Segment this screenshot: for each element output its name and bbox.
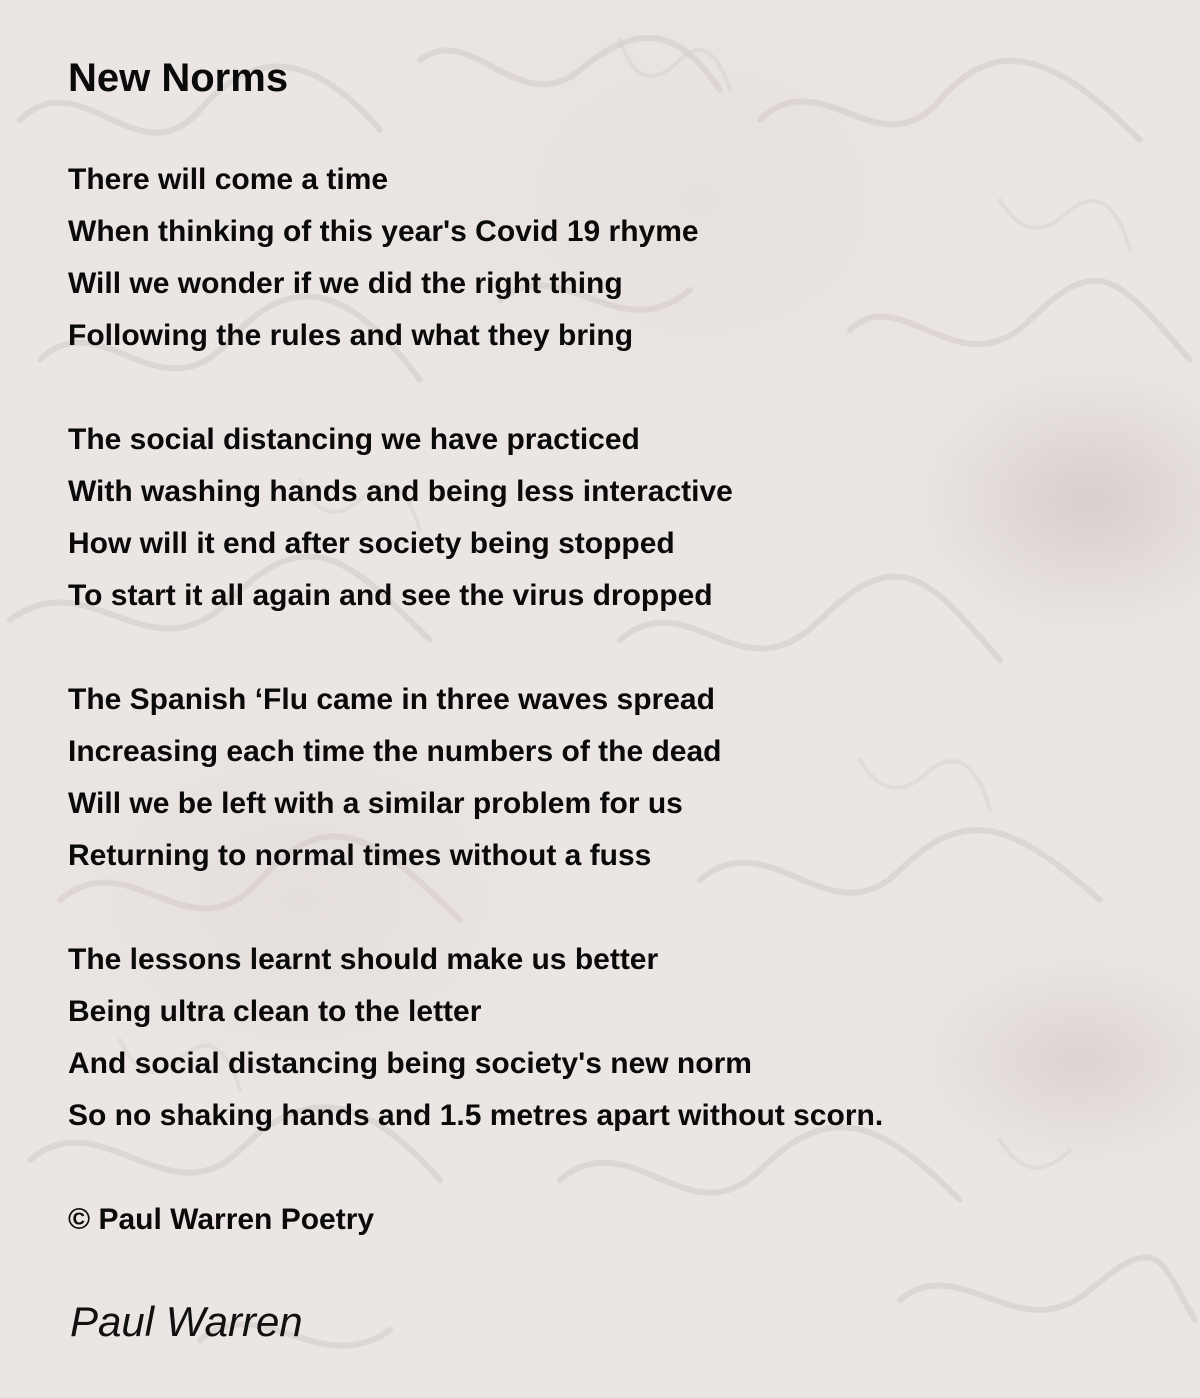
poem-line: Being ultra clean to the letter (68, 995, 482, 1028)
poem-body (68, 154, 1168, 1246)
poem-line: The Spanish ‘Flu came in three waves spread (68, 683, 715, 716)
poem-line: There will come a time (68, 163, 389, 196)
poem-line: To start it all again and see the virus dropped (68, 579, 713, 612)
poem-line: Increasing each time the numbers of the dead (68, 735, 722, 768)
poem-line: How will it end after society being stopped (68, 527, 675, 560)
poem-line: And social distancing being society's new norm (68, 1047, 752, 1080)
stanza-1 (68, 154, 1168, 362)
author-name: Paul Warren (70, 1298, 303, 1345)
poem-line: When thinking of this year's Covid 19 rhyme (68, 215, 699, 248)
poem-line: With washing hands and being less interactive (68, 475, 733, 508)
poem-line: The lessons learnt should make us better (68, 943, 659, 976)
stanza-4 (68, 934, 1168, 1142)
poem-line: Returning to normal times without a fuss (68, 839, 652, 872)
poem-line: The social distancing we have practiced (68, 423, 640, 456)
stanza-3 (68, 674, 1168, 882)
stanza-2 (68, 414, 1168, 622)
poem-line: Will we wonder if we did the right thing (68, 267, 623, 300)
poem-line: Will we be left with a similar problem for us (68, 787, 683, 820)
poem-title: New Norms (68, 56, 289, 100)
poem-line: So no shaking hands and 1.5 metres apart without scorn. (68, 1099, 884, 1132)
copyright-notice: © Paul Warren Poetry (68, 1203, 375, 1236)
poem-line: Following the rules and what they bring (68, 319, 634, 352)
